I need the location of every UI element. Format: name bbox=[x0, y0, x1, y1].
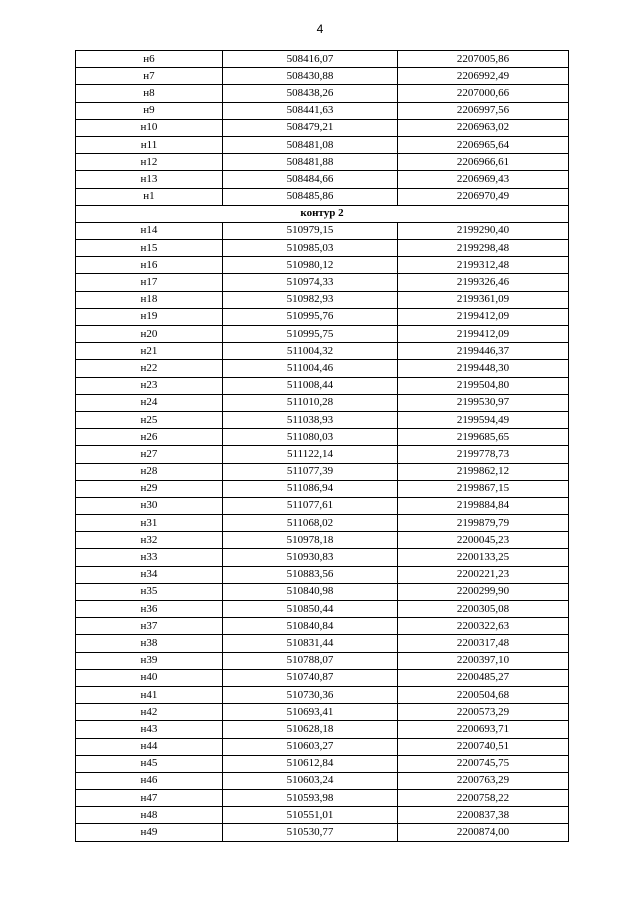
point-name-cell: н38 bbox=[76, 635, 223, 652]
y-coordinate-cell: 2199361,09 bbox=[398, 291, 569, 308]
y-coordinate-cell: 2199412,09 bbox=[398, 308, 569, 325]
table-row bbox=[76, 790, 569, 807]
x-coordinate-cell: 510840,84 bbox=[223, 618, 398, 635]
x-coordinate-cell: 508430,88 bbox=[223, 68, 398, 85]
point-name-cell: н41 bbox=[76, 686, 223, 703]
point-name-cell: н18 bbox=[76, 291, 223, 308]
x-coordinate-cell: 508416,07 bbox=[223, 51, 398, 68]
x-coordinate-cell: 510978,18 bbox=[223, 532, 398, 549]
y-coordinate-cell: 2200485,27 bbox=[398, 669, 569, 686]
table-row bbox=[76, 704, 569, 721]
x-coordinate-cell: 511038,93 bbox=[223, 411, 398, 428]
y-coordinate-cell: 2200133,25 bbox=[398, 549, 569, 566]
table-row bbox=[76, 669, 569, 686]
table-row bbox=[76, 463, 569, 480]
y-coordinate-cell: 2200763,29 bbox=[398, 772, 569, 789]
y-coordinate-cell: 2199685,65 bbox=[398, 429, 569, 446]
y-coordinate-cell: 2206966,61 bbox=[398, 154, 569, 171]
table-row bbox=[76, 515, 569, 532]
point-name-cell: н10 bbox=[76, 119, 223, 136]
y-coordinate-cell: 2206970,49 bbox=[398, 188, 569, 205]
point-name-cell: н1 bbox=[76, 188, 223, 205]
y-coordinate-cell: 2199504,80 bbox=[398, 377, 569, 394]
table-row bbox=[76, 360, 569, 377]
table-row bbox=[76, 291, 569, 308]
x-coordinate-cell: 510788,07 bbox=[223, 652, 398, 669]
y-coordinate-cell: 2200693,71 bbox=[398, 721, 569, 738]
point-name-cell: н35 bbox=[76, 583, 223, 600]
y-coordinate-cell: 2199867,15 bbox=[398, 480, 569, 497]
table-row bbox=[76, 807, 569, 824]
y-coordinate-cell: 2206965,64 bbox=[398, 136, 569, 153]
y-coordinate-cell: 2200397,10 bbox=[398, 652, 569, 669]
point-name-cell: н15 bbox=[76, 240, 223, 257]
point-name-cell: н26 bbox=[76, 429, 223, 446]
table-row bbox=[76, 274, 569, 291]
y-coordinate-cell: 2200745,75 bbox=[398, 755, 569, 772]
y-coordinate-cell: 2199312,48 bbox=[398, 257, 569, 274]
y-coordinate-cell: 2199298,48 bbox=[398, 240, 569, 257]
point-name-cell: н14 bbox=[76, 222, 223, 239]
page-number: 4 bbox=[316, 22, 324, 36]
point-name-cell: н9 bbox=[76, 102, 223, 119]
table-row bbox=[76, 824, 569, 841]
x-coordinate-cell: 510831,44 bbox=[223, 635, 398, 652]
point-name-cell: н42 bbox=[76, 704, 223, 721]
point-name-cell: н33 bbox=[76, 549, 223, 566]
y-coordinate-cell: 2206997,56 bbox=[398, 102, 569, 119]
table-row bbox=[76, 618, 569, 635]
point-name-cell: н37 bbox=[76, 618, 223, 635]
x-coordinate-cell: 510693,41 bbox=[223, 704, 398, 721]
x-coordinate-cell: 510883,56 bbox=[223, 566, 398, 583]
table-row bbox=[76, 429, 569, 446]
x-coordinate-cell: 511077,61 bbox=[223, 497, 398, 514]
x-coordinate-cell: 510995,75 bbox=[223, 326, 398, 343]
x-coordinate-cell: 510995,76 bbox=[223, 308, 398, 325]
x-coordinate-cell: 511068,02 bbox=[223, 515, 398, 532]
y-coordinate-cell: 2200322,63 bbox=[398, 618, 569, 635]
x-coordinate-cell: 511086,94 bbox=[223, 480, 398, 497]
x-coordinate-cell: 508481,08 bbox=[223, 136, 398, 153]
table-row bbox=[76, 532, 569, 549]
x-coordinate-cell: 510551,01 bbox=[223, 807, 398, 824]
x-coordinate-cell: 510985,03 bbox=[223, 240, 398, 257]
y-coordinate-cell: 2200045,23 bbox=[398, 532, 569, 549]
point-name-cell: н40 bbox=[76, 669, 223, 686]
point-name-cell: н20 bbox=[76, 326, 223, 343]
point-name-cell: н17 bbox=[76, 274, 223, 291]
table-row bbox=[76, 222, 569, 239]
point-name-cell: н7 bbox=[76, 68, 223, 85]
table-row bbox=[76, 257, 569, 274]
table-row bbox=[76, 411, 569, 428]
y-coordinate-cell: 2200758,22 bbox=[398, 790, 569, 807]
y-coordinate-cell: 2200221,23 bbox=[398, 566, 569, 583]
x-coordinate-cell: 510982,93 bbox=[223, 291, 398, 308]
table-row bbox=[76, 136, 569, 153]
y-coordinate-cell: 2206963,02 bbox=[398, 119, 569, 136]
table-row bbox=[76, 566, 569, 583]
y-coordinate-cell: 2199879,79 bbox=[398, 515, 569, 532]
point-name-cell: н12 bbox=[76, 154, 223, 171]
x-coordinate-cell: 510530,77 bbox=[223, 824, 398, 841]
coordinates-rows-contour-1 bbox=[76, 51, 569, 206]
point-name-cell: н21 bbox=[76, 343, 223, 360]
y-coordinate-cell: 2199884,84 bbox=[398, 497, 569, 514]
y-coordinate-cell: 2207000,66 bbox=[398, 85, 569, 102]
point-name-cell: н31 bbox=[76, 515, 223, 532]
table-row bbox=[76, 171, 569, 188]
y-coordinate-cell: 2199412,09 bbox=[398, 326, 569, 343]
y-coordinate-cell: 2199448,30 bbox=[398, 360, 569, 377]
y-coordinate-cell: 2199594,49 bbox=[398, 411, 569, 428]
point-name-cell: н48 bbox=[76, 807, 223, 824]
point-name-cell: н11 bbox=[76, 136, 223, 153]
y-coordinate-cell: 2206969,43 bbox=[398, 171, 569, 188]
point-name-cell: н43 bbox=[76, 721, 223, 738]
point-name-cell: н19 bbox=[76, 308, 223, 325]
table-row bbox=[76, 549, 569, 566]
table-row bbox=[76, 721, 569, 738]
point-name-cell: н6 bbox=[76, 51, 223, 68]
point-name-cell: н45 bbox=[76, 755, 223, 772]
point-name-cell: н46 bbox=[76, 772, 223, 789]
x-coordinate-cell: 508481,88 bbox=[223, 154, 398, 171]
point-name-cell: н24 bbox=[76, 394, 223, 411]
x-coordinate-cell: 511010,28 bbox=[223, 394, 398, 411]
table-row bbox=[76, 497, 569, 514]
table-row bbox=[76, 343, 569, 360]
y-coordinate-cell: 2200573,29 bbox=[398, 704, 569, 721]
x-coordinate-cell: 511004,46 bbox=[223, 360, 398, 377]
table-row bbox=[76, 102, 569, 119]
point-name-cell: н29 bbox=[76, 480, 223, 497]
section-header-row bbox=[76, 205, 569, 222]
table-row bbox=[76, 85, 569, 102]
point-name-cell: н27 bbox=[76, 446, 223, 463]
table-row bbox=[76, 154, 569, 171]
x-coordinate-cell: 511080,03 bbox=[223, 429, 398, 446]
point-name-cell: н8 bbox=[76, 85, 223, 102]
x-coordinate-cell: 508438,26 bbox=[223, 85, 398, 102]
table-row bbox=[76, 583, 569, 600]
y-coordinate-cell: 2207005,86 bbox=[398, 51, 569, 68]
y-coordinate-cell: 2200837,38 bbox=[398, 807, 569, 824]
y-coordinate-cell: 2200504,68 bbox=[398, 686, 569, 703]
x-coordinate-cell: 510840,98 bbox=[223, 583, 398, 600]
x-coordinate-cell: 510628,18 bbox=[223, 721, 398, 738]
x-coordinate-cell: 510730,36 bbox=[223, 686, 398, 703]
coordinates-rows-contour-2 bbox=[76, 222, 569, 841]
point-name-cell: н28 bbox=[76, 463, 223, 480]
point-name-cell: н23 bbox=[76, 377, 223, 394]
point-name-cell: н47 bbox=[76, 790, 223, 807]
table-row bbox=[76, 394, 569, 411]
x-coordinate-cell: 510603,24 bbox=[223, 772, 398, 789]
table-row bbox=[76, 119, 569, 136]
table-row bbox=[76, 377, 569, 394]
table-row bbox=[76, 446, 569, 463]
point-name-cell: н25 bbox=[76, 411, 223, 428]
x-coordinate-cell: 508484,66 bbox=[223, 171, 398, 188]
table-row bbox=[76, 188, 569, 205]
x-coordinate-cell: 510612,84 bbox=[223, 755, 398, 772]
y-coordinate-cell: 2200874,00 bbox=[398, 824, 569, 841]
x-coordinate-cell: 508441,63 bbox=[223, 102, 398, 119]
y-coordinate-cell: 2199778,73 bbox=[398, 446, 569, 463]
table-row bbox=[76, 772, 569, 789]
x-coordinate-cell: 508485,86 bbox=[223, 188, 398, 205]
y-coordinate-cell: 2200299,90 bbox=[398, 583, 569, 600]
table-row bbox=[76, 601, 569, 618]
y-coordinate-cell: 2199862,12 bbox=[398, 463, 569, 480]
point-name-cell: н39 bbox=[76, 652, 223, 669]
point-name-cell: н49 bbox=[76, 824, 223, 841]
section-title: контур 2 bbox=[76, 205, 569, 222]
table-row bbox=[76, 738, 569, 755]
point-name-cell: н32 bbox=[76, 532, 223, 549]
x-coordinate-cell: 511004,32 bbox=[223, 343, 398, 360]
point-name-cell: н22 bbox=[76, 360, 223, 377]
point-name-cell: н13 bbox=[76, 171, 223, 188]
x-coordinate-cell: 510740,87 bbox=[223, 669, 398, 686]
table-row bbox=[76, 68, 569, 85]
y-coordinate-cell: 2199446,37 bbox=[398, 343, 569, 360]
table-row bbox=[76, 51, 569, 68]
table-row bbox=[76, 755, 569, 772]
coordinates-table bbox=[75, 50, 569, 842]
y-coordinate-cell: 2199326,46 bbox=[398, 274, 569, 291]
table-row bbox=[76, 480, 569, 497]
table-row bbox=[76, 240, 569, 257]
point-name-cell: н34 bbox=[76, 566, 223, 583]
x-coordinate-cell: 511077,39 bbox=[223, 463, 398, 480]
point-name-cell: н30 bbox=[76, 497, 223, 514]
table-row bbox=[76, 652, 569, 669]
y-coordinate-cell: 2200740,51 bbox=[398, 738, 569, 755]
x-coordinate-cell: 510593,98 bbox=[223, 790, 398, 807]
point-name-cell: н16 bbox=[76, 257, 223, 274]
y-coordinate-cell: 2206992,49 bbox=[398, 68, 569, 85]
x-coordinate-cell: 510603,27 bbox=[223, 738, 398, 755]
table-row bbox=[76, 308, 569, 325]
y-coordinate-cell: 2199530,97 bbox=[398, 394, 569, 411]
x-coordinate-cell: 511008,44 bbox=[223, 377, 398, 394]
point-name-cell: н36 bbox=[76, 601, 223, 618]
x-coordinate-cell: 510930,83 bbox=[223, 549, 398, 566]
point-name-cell: н44 bbox=[76, 738, 223, 755]
x-coordinate-cell: 510979,15 bbox=[223, 222, 398, 239]
x-coordinate-cell: 508479,21 bbox=[223, 119, 398, 136]
table-row bbox=[76, 326, 569, 343]
y-coordinate-cell: 2200317,48 bbox=[398, 635, 569, 652]
x-coordinate-cell: 511122,14 bbox=[223, 446, 398, 463]
table-row bbox=[76, 635, 569, 652]
y-coordinate-cell: 2199290,40 bbox=[398, 222, 569, 239]
x-coordinate-cell: 510980,12 bbox=[223, 257, 398, 274]
table-row bbox=[76, 686, 569, 703]
y-coordinate-cell: 2200305,08 bbox=[398, 601, 569, 618]
x-coordinate-cell: 510850,44 bbox=[223, 601, 398, 618]
x-coordinate-cell: 510974,33 bbox=[223, 274, 398, 291]
